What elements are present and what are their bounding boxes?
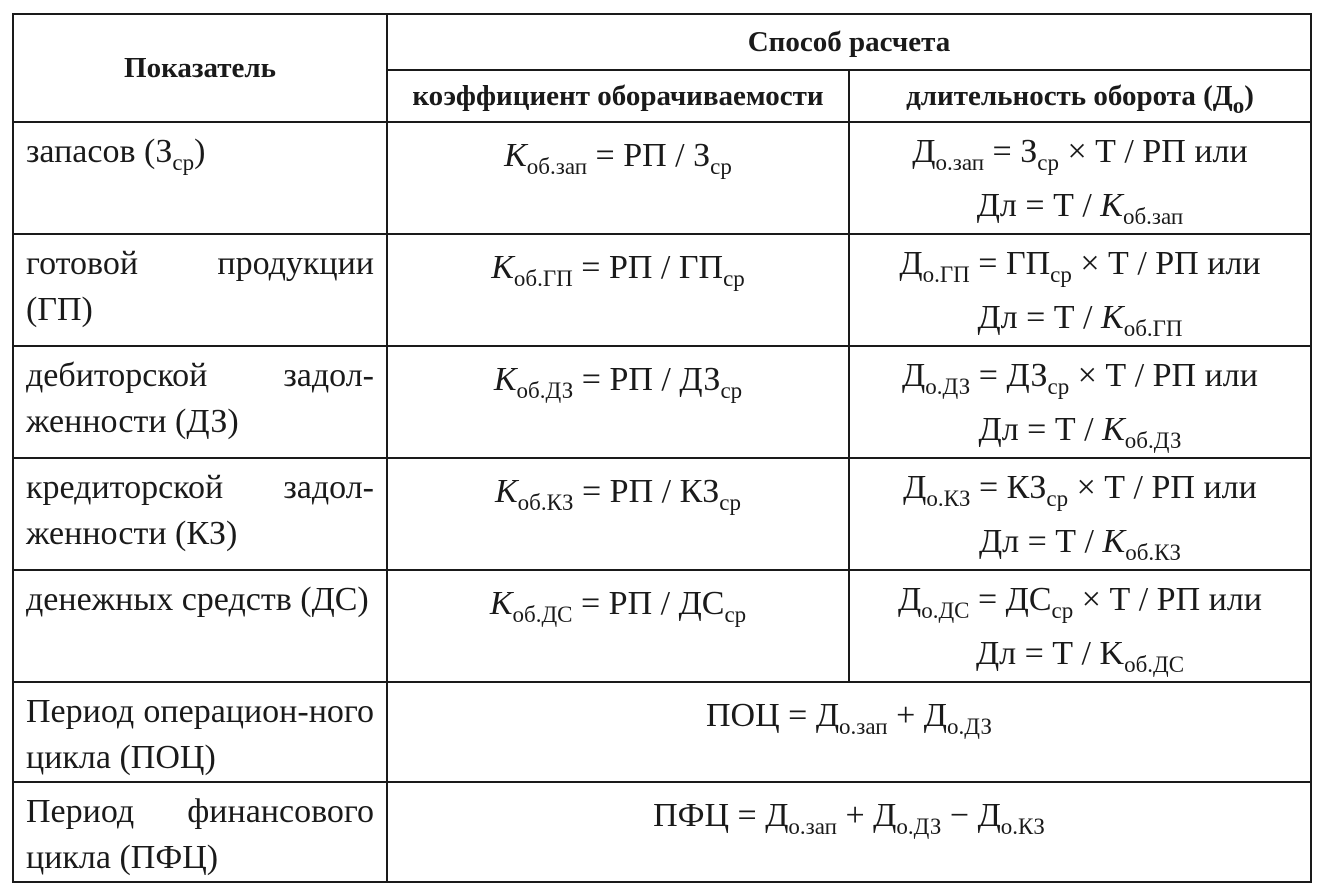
- table-row: [13, 458, 1311, 570]
- row-label: денежных средств (ДС): [13, 570, 387, 682]
- ratio-formula: $K_{об.ДС}$ = РП / $ДС_{ср}$: [387, 570, 849, 682]
- duration-formula: $Д_{о.ДЗ} = ДЗ_{ср} \times Т$ / РП или Дл = Т / $K_{об.ДЗ}$: [849, 346, 1311, 458]
- table-row: [13, 122, 1311, 234]
- header-turnover-ratio: коэффициент оборачиваемости: [387, 70, 849, 122]
- table-row: [13, 570, 1311, 682]
- row-label: готовой продукции (ГП): [13, 234, 387, 346]
- header-turnover-duration: длительность оборота $(Д_о)$: [849, 70, 1311, 122]
- header-method: Способ расчета: [387, 14, 1311, 70]
- ratio-formula: $K_{об.ГП}$ = РП / $ГП_{ср}$: [387, 234, 849, 346]
- pfc-formula: ПФЦ = $Д_{о.зап} + Д_{о.ДЗ} - Д_{о.КЗ}$: [387, 782, 1311, 882]
- turnover-table: [12, 13, 1312, 883]
- header-indicator: Показатель: [13, 14, 387, 122]
- ratio-formula: $K_{об.зап}$ = РП / $З_{ср}$: [387, 122, 849, 234]
- duration-formula: $Д_{о.КЗ} = КЗ_{ср} \times Т$ / РП или Дл = Т / $K_{об.КЗ}$: [849, 458, 1311, 570]
- duration-formula: $Д_{о.ГП} = ГП_{ср} \times Т$ / РП или Дл = Т / $K_{об.ГП}$: [849, 234, 1311, 346]
- row-label: кредиторской задол-женности (КЗ): [13, 458, 387, 570]
- table-row: [13, 346, 1311, 458]
- duration-formula: $Д_{о.зап} = З_{ср} \times Т$ / РП или Дл = Т / $K_{об.зап}$: [849, 122, 1311, 234]
- pfc-label: Период финансового цикла (ПФЦ): [13, 782, 387, 882]
- table-row-pfc: [13, 782, 1311, 882]
- row-label: дебиторской задол-женности (ДЗ): [13, 346, 387, 458]
- ratio-formula: $K_{об.ДЗ}$ = РП / $ДЗ_{ср}$: [387, 346, 849, 458]
- poc-label: Период операцион-ного цикла (ПОЦ): [13, 682, 387, 782]
- poc-formula: ПОЦ = $Д_{о.зап} + Д_{о.ДЗ}$: [387, 682, 1311, 782]
- table-row-poc: [13, 682, 1311, 782]
- row-label: запасов $(З_{ср})$: [13, 122, 387, 234]
- ratio-formula: $K_{об.КЗ}$ = РП / $КЗ_{ср}$: [387, 458, 849, 570]
- table-row: [13, 234, 1311, 346]
- duration-formula: $Д_{о.ДС} = ДС_{ср} \times Т$ / РП или Дл = Т / $K_{об.ДС}$: [849, 570, 1311, 682]
